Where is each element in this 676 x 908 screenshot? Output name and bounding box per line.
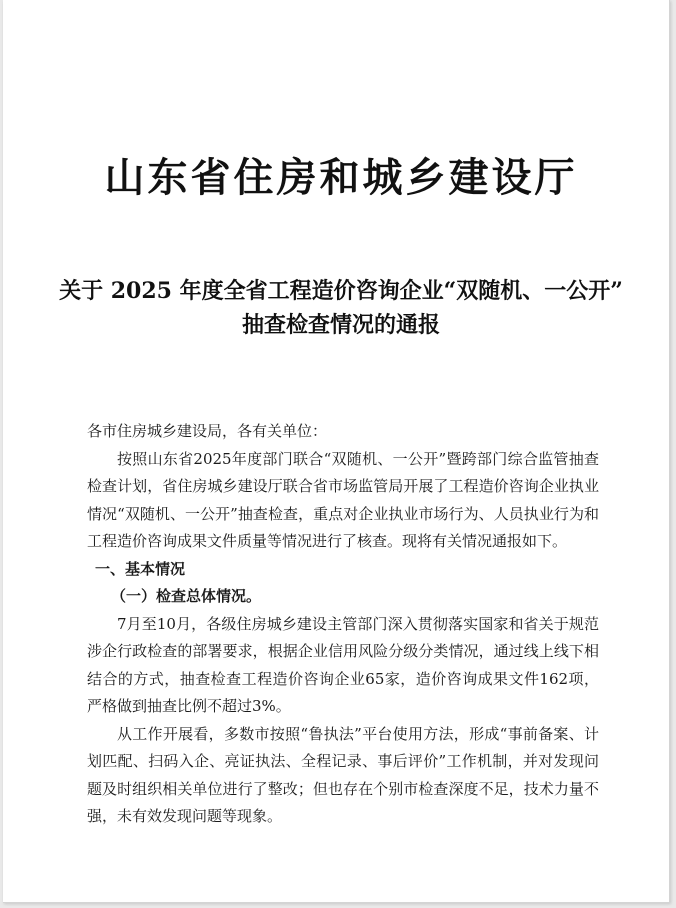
- paragraph-work-progress: 从工作开展看，多数市按照“鲁执法”平台使用方法，形成“事前备案、计划匹配、扫码入企、亮证执法、全程记录、事后评价”工作机制，并对发现问题及时组织相关单位进行了整改；但也存在个别市检查深度不足，技术力量不强，未有效发现问题等现象。: [87, 724, 599, 825]
- document-title-line2: 抽查检查情况的通报: [241, 312, 440, 338]
- document-title: [3, 274, 670, 342]
- org-header-title: 山东省住房和城乡建设厅: [104, 154, 578, 201]
- intro-paragraph: 按照山东省2025年度部门联合“双随机、一公开”暨跨部门综合监管抽查检查计划，省住房城乡建设厅联合省市场监管局开展了工程造价咨询企业执业情况“双随机、一公开”抽查检查，重点对企业执业市场行为、人员执业行为和工程造价咨询成果文件质量等情况进行了核查。现将有关情况通报如下。: [87, 449, 599, 550]
- section-heading-basic-situation: 一、基本情况: [95, 559, 186, 578]
- document-body: [87, 418, 599, 831]
- document-page: [3, 0, 670, 903]
- document-title-line1: 关于 2025 年度全省工程造价咨询企业“双随机、一公开”: [59, 278, 623, 304]
- salutation: 各市住房城乡建设局，各有关单位：: [87, 422, 328, 440]
- subsection-heading-overall: （一）检查总体情况。: [111, 587, 262, 605]
- paragraph-inspection-scope: 7月至10月，各级住房城乡建设主管部门深入贯彻落实国家和省关于规范涉企行政检查的部署要求，根据企业信用风险分级分类情况，通过线上线下相结合的方式，抽查检查工程造价咨询企业65家，造价咨询成果文件162项，严格做到抽查比例不超过3%。: [87, 614, 599, 715]
